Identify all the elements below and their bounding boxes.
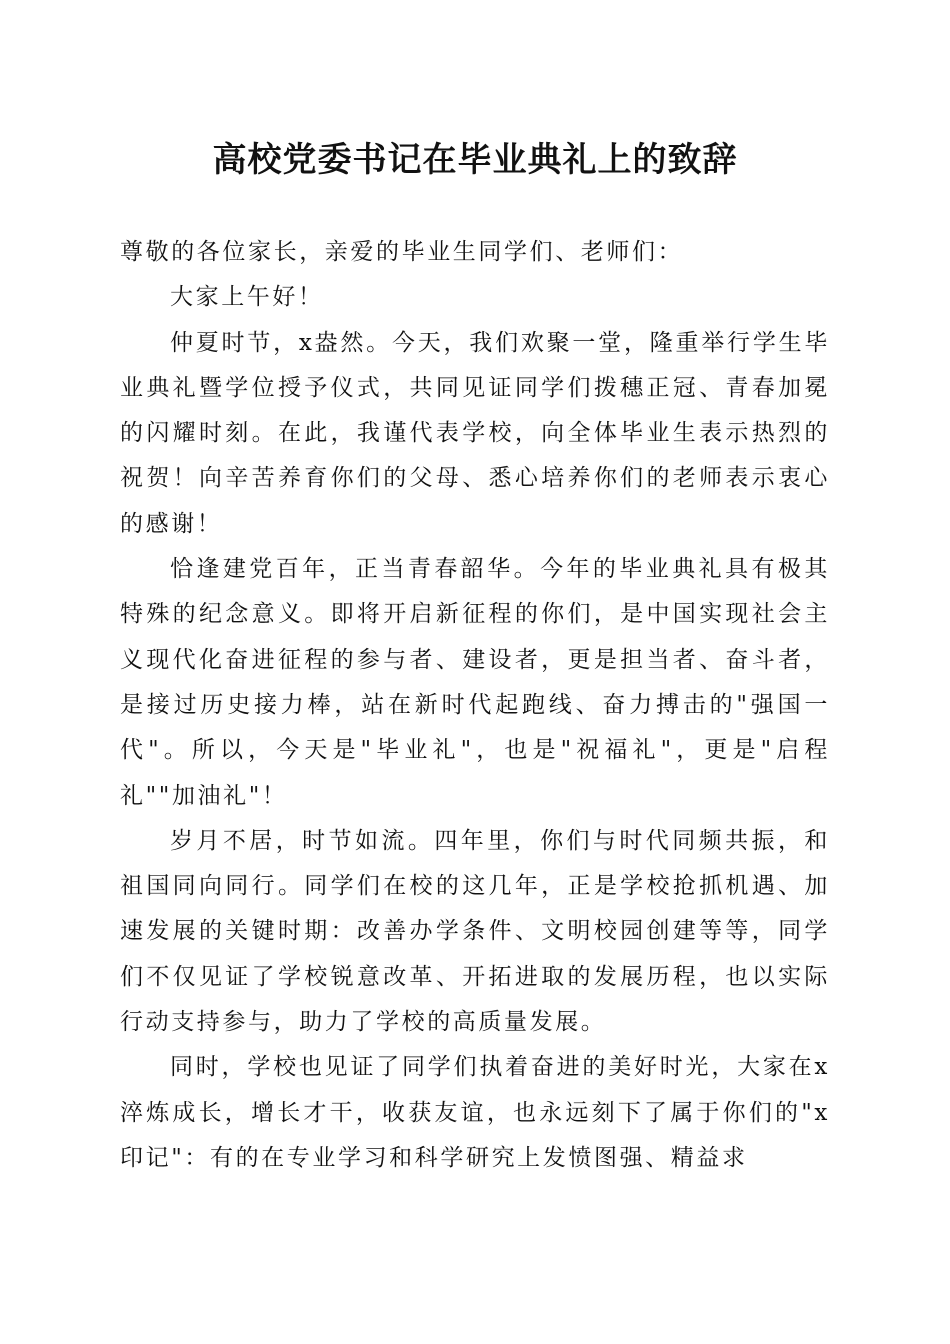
paragraph: 恰逢建党百年，正当青春韶华。今年的毕业典礼具有极其特殊的纪念意义。即将开启新征程的你们，是中国实现社会主义现代化奋进征程的参与者、建设者，更是担当者、奋斗者，是接过历史接力棒，站在新时代起跑线、奋力搏击的"强国一代"。所以，今天是"毕业礼"，也是"祝福礼"，更是"启程礼""加油礼"！ bbox=[120, 556, 830, 809]
paragraph: 同时，学校也见证了同学们执着奋进的美好时光，大家在x淬炼成长，增长才干，收获友谊，也永远刻下了属于你们的"x印记"：有的在专业学习和科学研究上发愤图强、精益求 bbox=[120, 1054, 830, 1171]
document-body bbox=[120, 230, 830, 1181]
salutation: 尊敬的各位家长，亲爱的毕业生同学们、老师们： bbox=[120, 239, 684, 265]
document-title: 高校党委书记在毕业典礼上的致辞 bbox=[212, 140, 738, 180]
paragraph: 仲夏时节，x盎然。今天，我们欢聚一堂，隆重举行学生毕业典礼暨学位授予仪式，共同见证同学们拨穗正冠、青春加冕的闪耀时刻。在此，我谨代表学校，向全体毕业生表示热烈的祝贺！向辛苦养育你们的父母、悉心培养你们的老师表示衷心的感谢！ bbox=[120, 329, 830, 537]
paragraph: 岁月不居，时节如流。四年里，你们与时代同频共振，和祖国同向同行。同学们在校的这几年，正是学校抢抓机遇、加速发展的关键时期：改善办学条件、文明校园创建等等，同学们不仅见证了学校锐意改革、开拓进取的发展历程，也以实际行动支持参与，助力了学校的高质量发展。 bbox=[120, 827, 830, 1036]
paragraph-greeting: 大家上午好！ bbox=[170, 284, 324, 311]
